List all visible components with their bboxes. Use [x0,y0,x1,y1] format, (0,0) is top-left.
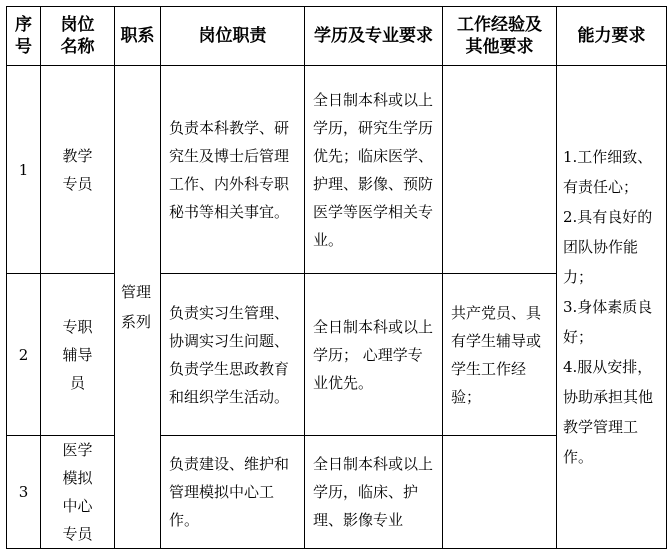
header-ability: 能力要求 [557,7,667,66]
ability-cell [557,66,667,549]
ability-item: 1.工作细致、有责任心； [563,148,653,196]
ability-item: 2.具有良好的团队协作能力； [563,208,653,286]
row-education: 全日制本科或以上学历，研究生学历优先；临床医学、护理、影像、预防医学等医学相关专业。 [305,66,443,274]
ability-item: 4.服从安排，协助承担其他教学管理工作。 [563,358,654,466]
row-duties: 负责实习生管理、协调实习生问题、负责学生思政教育和组织学生活动。 [161,274,305,436]
job-table [6,6,667,549]
table-row [7,66,667,274]
ability-item: 3.身体素质良好； [563,298,653,346]
header-seq: 序号 [7,7,41,66]
row-name: 教学专员 [41,66,115,274]
row-name: 专职辅导员 [41,274,115,436]
row-seq: 2 [7,274,41,436]
row-duties: 负责建设、维护和管理模拟中心工作。 [161,436,305,549]
header-duties: 岗位职责 [161,7,305,66]
header-category: 职系 [115,7,161,66]
row-experience: 共产党员、具有学生辅导或学生工作经验； [443,274,557,436]
row-seq: 3 [7,436,41,549]
category-cell [115,66,161,549]
header-education: 学历及专业要求 [305,7,443,66]
row-name: 医学模拟中心专员 [41,436,115,549]
header-experience: 工作经验及其他要求 [443,7,557,66]
header-name: 岗位名称 [41,7,115,66]
row-education: 全日制本科或以上学历，临床、护理、影像专业 [305,436,443,549]
row-education: 全日制本科或以上学历； 心理学专业优先。 [305,274,443,436]
row-seq: 1 [7,66,41,274]
row-experience [443,436,557,549]
row-experience [443,66,557,274]
row-duties: 负责本科教学、研究生及博士后管理工作、内外科专职秘书等相关事宜。 [161,66,305,274]
category-text: 管理系列 [121,283,152,331]
header-row [7,7,667,66]
